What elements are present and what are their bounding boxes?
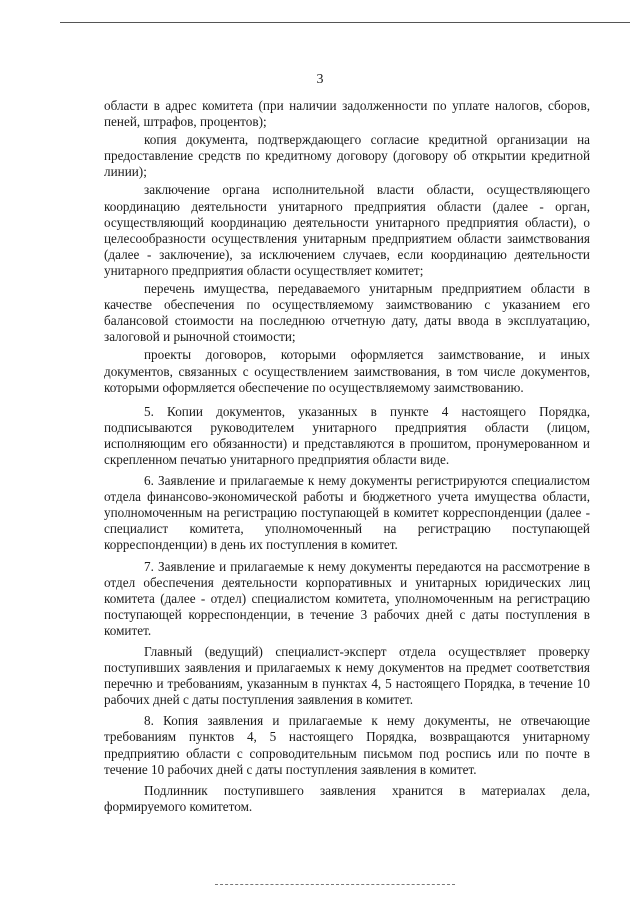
scan-edge-line (215, 884, 455, 885)
paragraph: 6. Заявление и прилагаемые к нему документы регистрируются специалистом отдела финансово-экономической работы и бюджетного учета имущества области, уполномоченным на регистрацию поступающей в комитет корреспонденции (далее - специалист комитета, уполномоченный на регистрацию поступающей корреспонденции) в день их поступления в комитет. (104, 473, 590, 553)
paragraph: Подлинник поступившего заявления хранится в материалах дела, формируемого комитетом. (104, 782, 590, 814)
paragraph: перечень имущества, передаваемого унитарным предприятием области в качестве обеспечения по осуществляемому заимствованию с указанием его балансовой стоимости на последнюю отчетную дату, даты ввода в эксплуатацию, залоговой и рыночной стоимости; (104, 281, 590, 345)
paragraph: 5. Копии документов, указанных в пункте 4 настоящего Порядка, подписываются руководителем унитарного предприятия области (лицом, исполняющим его обязанности) и представляются в прошитом, пронумерованном и скрепленном печатью унитарного предприятия области виде. (104, 403, 590, 467)
paragraph: заключение органа исполнительной власти области, осуществляющего координацию деятельности унитарного предприятия области (далее - орган, осуществляющий координацию деятельности унитарного предприятия области), о целесообразности осуществления унитарным предприятием области заимствования (далее - заключение), за исключением случаев, если координацию деятельности унитарного предприятия области осуществляет комитет; (104, 182, 590, 278)
paragraph: 7. Заявление и прилагаемые к нему документы передаются на рассмотрение в отдел обеспечения деятельности корпоративных и унитарных юридических лиц комитета (далее - отдел) специалистом комитета, уполномоченным на регистрацию поступающей корреспонденции, в течение 3 рабочих дней с даты поступления в комитет. (104, 558, 590, 638)
paragraph: копия документа, подтверждающего согласие кредитной организации на предоставление средств по кредитному договору (договору об открытии кредитной линии); (104, 132, 590, 180)
document-body (104, 98, 590, 815)
paragraph: 8. Копия заявления и прилагаемые к нему документы, не отвечающие требованиям пунктов 4, 5 настоящего Порядка, возвращаются унитарному предприятию области с сопроводительным письмом под роспись или по почте в течение 10 рабочих дней с даты поступления заявления в комитет. (104, 713, 590, 777)
page-number: 3 (316, 72, 324, 87)
paragraph: Главный (ведущий) специалист-эксперт отдела осуществляет проверку поступивших заявления и прилагаемых к нему документов на предмет соответствия перечню и требованиям, указанным в пунктах 4, 5 настоящего Порядка, в течение 10 рабочих дней с даты поступления заявления в комитет. (104, 644, 590, 708)
paragraph: проекты договоров, которыми оформляется заимствование, и иных документов, связанных с осуществлением заимствования, в том числе документов, которыми оформляется обеспечение по осуществляемому заимствованию. (104, 347, 590, 395)
scan-edge-line (60, 22, 630, 23)
paragraph: области в адрес комитета (при наличии задолженности по уплате налогов, сборов, пеней, штрафов, процентов); (104, 98, 590, 130)
